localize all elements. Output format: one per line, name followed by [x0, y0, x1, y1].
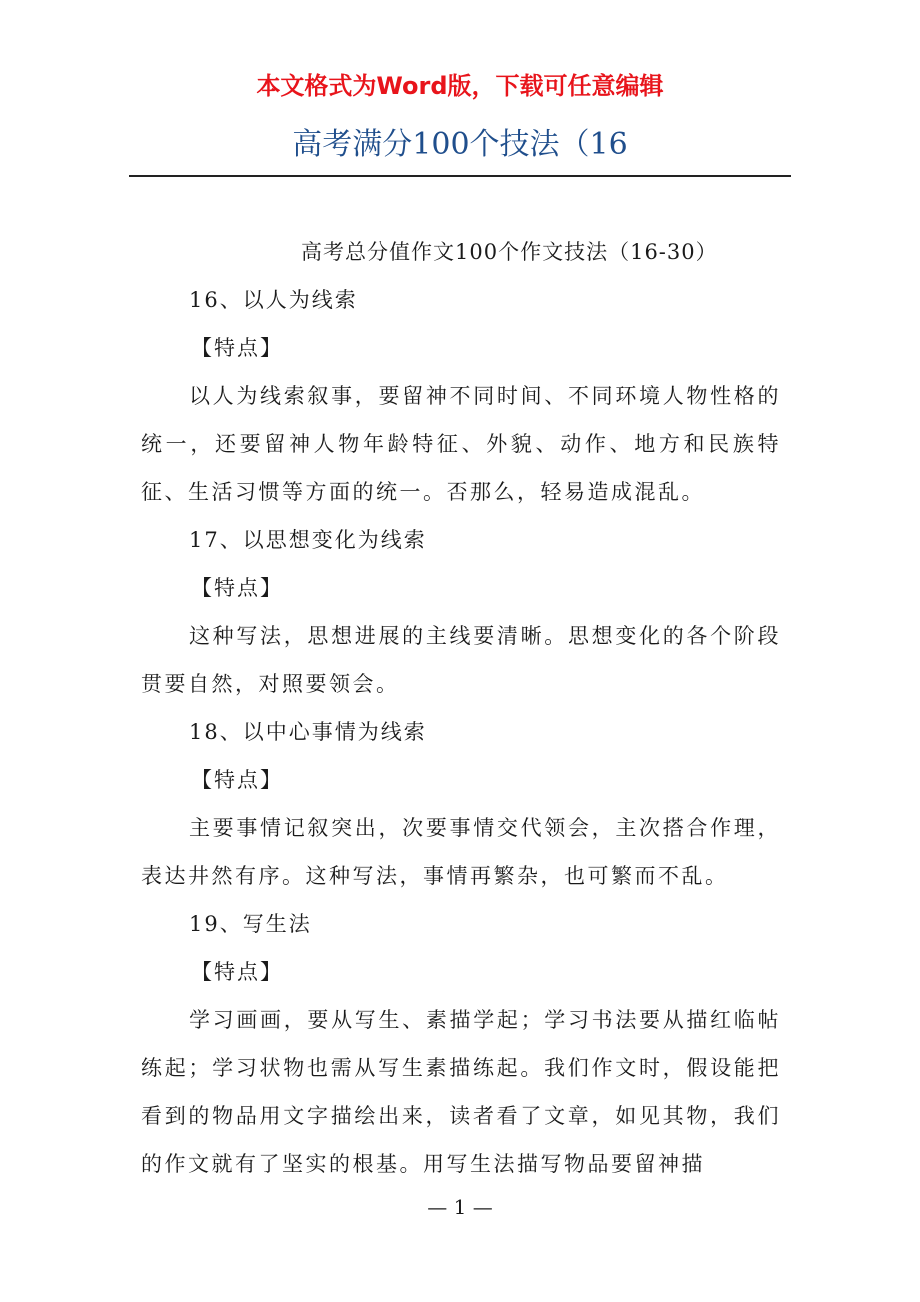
section-heading: 17、以思想变化为线索	[189, 528, 427, 552]
section-17	[141, 516, 781, 708]
section-19	[141, 900, 781, 1188]
section-paragraph: 这种写法，思想进展的主线要清晰。思想变化的各个阶段贯要自然，对照要领会。	[141, 624, 781, 696]
section-16	[141, 276, 781, 516]
section-paragraph: 学习画画，要从写生、素描学起；学习书法要从描红临帖练起；学习状物也需从写生素描练起。我们作文时，假设能把看到的物品用文字描绘出来，读者看了文章，如见其物，我们的作文就有了坚实的根基。用写生法描写物品要留神描	[141, 1008, 781, 1176]
page-number: — 1 —	[427, 1195, 493, 1219]
feature-tag: 【特点】	[191, 576, 283, 600]
section-heading: 16、以人为线索	[189, 288, 358, 312]
section-paragraph: 主要事情记叙突出，次要事情交代领会，主次搭合作理，表达井然有序。这种写法，事情再繁杂，也可繁而不乱。	[141, 816, 781, 888]
feature-tag: 【特点】	[191, 768, 283, 792]
section-18	[141, 708, 781, 900]
article-subtitle: 高考总分值作文100个作文技法（16-30）	[301, 240, 718, 264]
document-title: 高考满分100个技法（16	[292, 127, 628, 162]
section-paragraph: 以人为线索叙事，要留神不同时间、不同环境人物性格的统一，还要留神人物年龄特征、外貌、动作、地方和民族特征、生活习惯等方面的统一。否那么，轻易造成混乱。	[141, 384, 781, 504]
document-body	[141, 228, 781, 1188]
section-heading: 19、写生法	[189, 912, 312, 936]
feature-tag: 【特点】	[191, 960, 283, 984]
header-divider	[129, 175, 791, 177]
download-notice: 本文格式为Word版，下载可任意编辑	[256, 72, 664, 100]
section-heading: 18、以中心事情为线索	[189, 720, 427, 744]
feature-tag: 【特点】	[191, 336, 283, 360]
